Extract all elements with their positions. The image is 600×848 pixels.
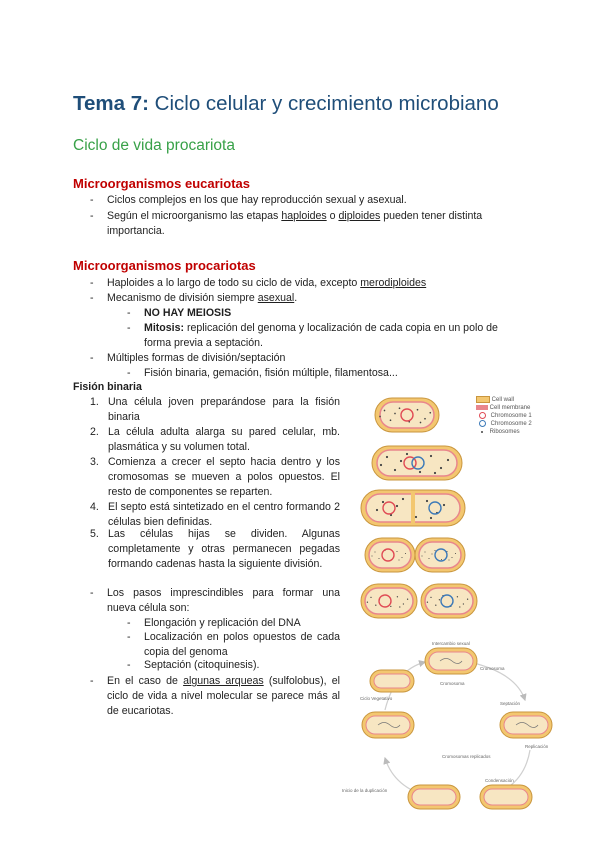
cycle-label: Inicio de la duplicación — [342, 788, 388, 793]
bullet-dash: - — [90, 210, 94, 222]
eucariotas-item-1: Ciclos complejos en los que hay reproducción sexual y asexual. — [107, 194, 407, 206]
procariotas-sub-2-cont: forma previa a septación. — [144, 337, 263, 349]
bullet-dash: - — [90, 277, 94, 289]
bullet-dash: - — [127, 322, 131, 334]
bullet-dash: - — [90, 587, 94, 599]
cycle-cell-bottom — [408, 785, 460, 809]
swatch-chromosome-1 — [479, 412, 486, 419]
cell-stage-3 — [361, 490, 465, 526]
term-mitosis: Mitosis: — [144, 322, 185, 334]
text-run: . — [294, 292, 298, 304]
procariotas-sub-1: NO HAY MEIOSIS — [144, 307, 232, 319]
title-prefix: Tema 7: — [73, 92, 149, 115]
bullet-dash: - — [127, 367, 131, 379]
text-run: o — [326, 210, 339, 222]
swatch-chromosome-2 — [479, 420, 486, 427]
legend-label: Chromosome 2 — [490, 421, 532, 428]
bullet-dash: - — [127, 307, 131, 319]
cycle-cell-bottom-right — [480, 785, 532, 809]
swatch-ribosomes — [481, 431, 483, 433]
procariotas-item-1 — [107, 276, 426, 291]
swatch-cell-wall — [476, 396, 490, 403]
figure-legend — [476, 396, 556, 436]
archaea-cycle-figure — [340, 640, 570, 810]
pasos-intro: Los pasos imprescindibles para formar una nueva célula son: — [107, 587, 340, 614]
cycle-label: Replicación — [525, 744, 549, 749]
term-algunas-arqueas: algunas arqueas — [183, 675, 264, 687]
bullet-dash: - — [127, 617, 131, 629]
swatch-cell-membrane — [476, 405, 488, 410]
pasos-item-2: Localización en polos opuestos de cada copia del genoma — [144, 631, 340, 658]
legend-chromosome-1 — [476, 412, 556, 420]
legend-chromosome-2 — [476, 420, 556, 428]
procariotas-sub-2 — [144, 321, 498, 336]
heading-procariotas: Microorganismos procariotas — [73, 258, 256, 273]
fision-step-2: La célula adulta alarga su pared celular, mb. plasmática y su volumen total. — [108, 426, 340, 453]
legend-label: Cell membrane — [489, 405, 531, 412]
cycle-label: Septación — [500, 701, 521, 706]
fision-step-4: El septo está sintetizado en el centro formando 2 células bien definidas. — [108, 501, 340, 528]
cycle-label: Cromosoma — [440, 681, 465, 686]
bullet-dash: - — [127, 659, 131, 671]
cell-stage-5 — [361, 584, 477, 618]
step-number: 3. — [90, 456, 99, 468]
term-asexual: asexual — [257, 292, 295, 304]
heading-fision-binaria: Fisión binaria — [73, 381, 142, 393]
legend-label: Chromosome 1 — [490, 413, 532, 420]
procariotas-item-2 — [107, 291, 297, 306]
title-rest: Ciclo celular y crecimiento microbiano — [148, 92, 499, 115]
cycle-cell-left — [362, 712, 414, 738]
pasos-item-1: Elongación y replicación del DNA — [144, 617, 301, 629]
legend-cell-membrane — [476, 404, 556, 412]
section-heading: Ciclo de vida procariota — [73, 137, 235, 154]
cycle-label: Condensación — [485, 778, 514, 783]
bullet-dash: - — [90, 352, 94, 364]
eucariotas-item-2 — [107, 209, 482, 224]
bullet-dash: - — [90, 675, 94, 687]
legend-cell-wall — [476, 396, 556, 404]
legend-label: Cell wall — [491, 397, 515, 404]
term-merodiploides: merodiploides — [360, 277, 427, 289]
cycle-cell-left-top — [370, 670, 414, 692]
cell-stage-2 — [372, 446, 462, 480]
step-number: 1. — [90, 396, 99, 408]
eucariotas-item-2-cont: importancia. — [107, 225, 165, 237]
fision-step-3: Comienza a crecer el septo hacia dentro y los cromosomas se mueven a polos opuestos. El resto de componentes se reparten. — [108, 456, 340, 498]
cycle-label: Cromosomas replicados — [442, 754, 491, 759]
step-number: 4. — [90, 501, 99, 513]
text-run: (sulfolobus), el ciclo de vida a nivel molecular se parece más al de eucariotas. — [107, 675, 340, 717]
cycle-cell-top — [425, 648, 477, 674]
fision-step-5: Las células hijas se dividen. Algunas completamente y otras permanecen pegadas formando cadenas hasta la siguiente división. — [108, 528, 340, 570]
procariotas-sub-3: Fisión binaria, gemación, fisión múltiple, filamentosa... — [144, 367, 398, 379]
cycle-label: Intercambio sexual — [432, 641, 470, 646]
cycle-cell-right — [500, 712, 552, 738]
text-run: replicación del genoma y localización de cada copia en un polo de — [184, 322, 498, 334]
text-run: Mecanismo de división siempre — [107, 292, 258, 304]
text-run: Según el microorganismo las etapas — [107, 210, 282, 222]
cycle-label: Ciclo Vegetativo — [360, 696, 393, 701]
bullet-dash: - — [90, 292, 94, 304]
text-run: pueden tener distinta — [380, 210, 483, 222]
term-haploides: haploides — [281, 210, 327, 222]
step-number: 5. — [90, 528, 99, 540]
text-run: En el caso de — [107, 675, 184, 687]
cell-stage-1 — [375, 398, 439, 432]
bullet-dash: - — [90, 194, 94, 206]
cycle-label: Cromosoma — [480, 666, 505, 671]
bullet-dash: - — [127, 631, 131, 643]
legend-label: Ribosomes — [489, 429, 520, 436]
legend-ribosomes — [476, 428, 556, 436]
fision-step-1: Una célula joven preparándose para la fisión binaria — [108, 396, 340, 423]
arqueas-item — [107, 674, 340, 719]
pasos-item-3: Septación (citoquinesis). — [144, 659, 260, 671]
procariotas-item-3: Múltiples formas de división/septación — [107, 352, 286, 364]
term-diploides: diploides — [338, 210, 381, 222]
step-number: 2. — [90, 426, 99, 438]
page-title — [73, 92, 499, 116]
cell-stage-4 — [365, 538, 465, 572]
heading-eucariotas: Microorganismos eucariotas — [73, 176, 250, 191]
text-run: Haploides a lo largo de todo su ciclo de vida, excepto — [107, 277, 361, 289]
